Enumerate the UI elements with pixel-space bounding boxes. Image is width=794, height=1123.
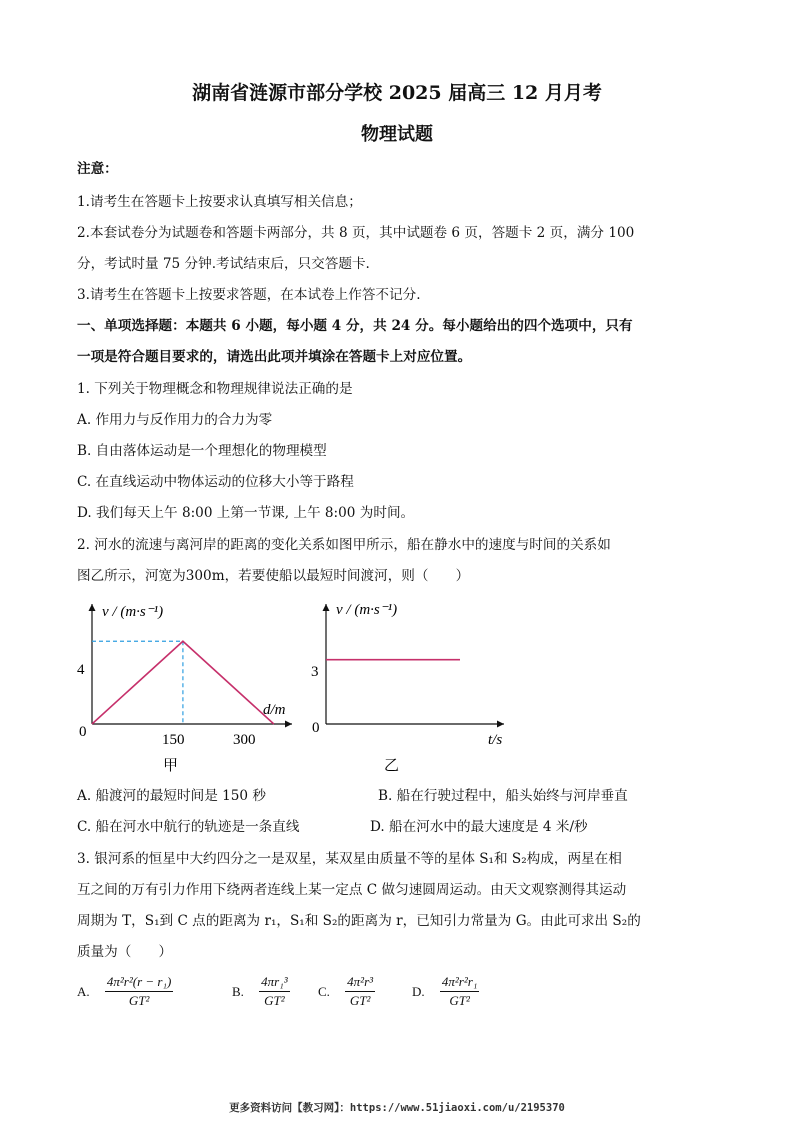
q3-option-d xyxy=(412,974,479,1009)
y-axis-label: v / (m·s⁻¹) xyxy=(336,602,398,618)
option-label: C. xyxy=(318,983,330,999)
y-axis-label: v / (m·s⁻¹) xyxy=(102,604,164,620)
x-tick-label: 300 xyxy=(233,732,256,748)
fraction-numerator: 4π²r²(r − r₁) xyxy=(105,974,173,992)
option-label: B. xyxy=(232,983,244,999)
option-label: A. xyxy=(77,983,90,999)
option-label: D. xyxy=(412,983,425,999)
chart-yi xyxy=(302,592,512,778)
notice-item: 3.请考生在答题卡上按要求答题，在本试卷上作答不记分. xyxy=(77,287,421,303)
page-subtitle: 物理试题 xyxy=(361,124,433,145)
notice-item: 1.请考生在答题卡上按要求认真填写相关信息； xyxy=(77,194,362,210)
y-tick-label: 4 xyxy=(77,662,85,678)
q2-option-d: D. 船在河水中的最大速度是 4 米/秒 xyxy=(370,819,588,835)
y-tick-label: 3 xyxy=(311,664,319,680)
q3-stem: 质量为（ ） xyxy=(77,944,173,960)
page-title: 湖南省涟源市部分学校 2025 届高三 12 月月考 xyxy=(192,82,602,104)
q3-stem: 互之间的万有引力作用下绕两者连线上某一定点 C 做匀速圆周运动。由天文观察测得其运动 xyxy=(77,882,627,898)
q2-stem: 2. 河水的流速与离河岸的距离的变化关系如图甲所示，船在静水中的速度与时间的关系如 xyxy=(77,537,611,553)
q3-stem: 周期为 T，S₁到 C 点的距离为 r₁，S₁和 S₂的距离为 r，已知引力常量为 G。由此可求出 S₂的 xyxy=(77,913,641,929)
fraction-denominator: GT² xyxy=(449,993,470,1008)
origin-label: 0 xyxy=(312,720,320,736)
q2-option-a: A. 船渡河的最短时间是 150 秒 xyxy=(77,788,266,804)
chart-caption: 甲 xyxy=(163,758,179,774)
section-heading: 一、单项选择题：本题共 6 小题，每小题 4 分，共 24 分。每小题给出的四个选项中，只有 xyxy=(77,318,633,334)
fraction-denominator: GT² xyxy=(264,993,285,1008)
fraction-denominator: GT² xyxy=(349,993,371,1008)
notice-heading: 注意： xyxy=(77,161,118,177)
notice-item: 2.本套试卷分为试题卷和答题卡两部分，共 8 页，其中试题卷 6 页，答题卡 2 页，满分 100 xyxy=(77,225,635,241)
fraction-numerator: 4π²r²r₁ xyxy=(440,974,479,992)
q3-option-a xyxy=(77,974,173,1009)
fraction-denominator: GT² xyxy=(128,993,150,1008)
origin-label: 0 xyxy=(79,724,87,740)
q3-stem: 3. 银河系的恒星中大约四分之一是双星，某双星由质量不等的星体 S₁和 S₂构成，两星在相 xyxy=(77,851,622,867)
q2-option-b: B. 船在行驶过程中，船头始终与河岸垂直 xyxy=(378,788,628,804)
notice-item: 分，考试时量 75 分钟.考试结束后，只交答题卡. xyxy=(77,256,370,272)
q1-option-c: C. 在直线运动中物体运动的位移大小等于路程 xyxy=(77,474,354,490)
chart-caption: 乙 xyxy=(384,758,400,774)
x-tick-label: 150 xyxy=(162,732,185,748)
footer-link[interactable]: 更多资料访问【教习网】：https://www.51jiaoxi.com/u/2195370 xyxy=(229,1102,565,1114)
q1-option-b: B. 自由落体运动是一个理想化的物理模型 xyxy=(77,443,327,459)
section-heading: 一项是符合题目要求的，请选出此项并填涂在答题卡上对应位置。 xyxy=(77,349,472,365)
x-axis-label: d/m xyxy=(263,702,286,718)
chart-jia xyxy=(70,594,300,778)
fraction-numerator: 4πr₁³ xyxy=(259,974,290,992)
q1-option-d: D. 我们每天上午 8:00 上第一节课, 上午 8:00 为时间。 xyxy=(77,505,415,521)
q2-option-c: C. 船在河水中航行的轨迹是一条直线 xyxy=(77,819,300,835)
q2-stem: 图乙所示，河宽为300m，若要使船以最短时间渡河，则（ ） xyxy=(77,568,470,584)
fraction-numerator: 4π²r³ xyxy=(345,974,375,992)
x-axis-label: t/s xyxy=(488,732,503,748)
q1-option-a: A. 作用力与反作用力的合力为零 xyxy=(77,412,273,428)
q1-stem: 1. 下列关于物理概念和物理规律说法正确的是 xyxy=(77,381,353,397)
q3-option-b xyxy=(232,974,290,1009)
q3-option-c xyxy=(318,974,375,1009)
